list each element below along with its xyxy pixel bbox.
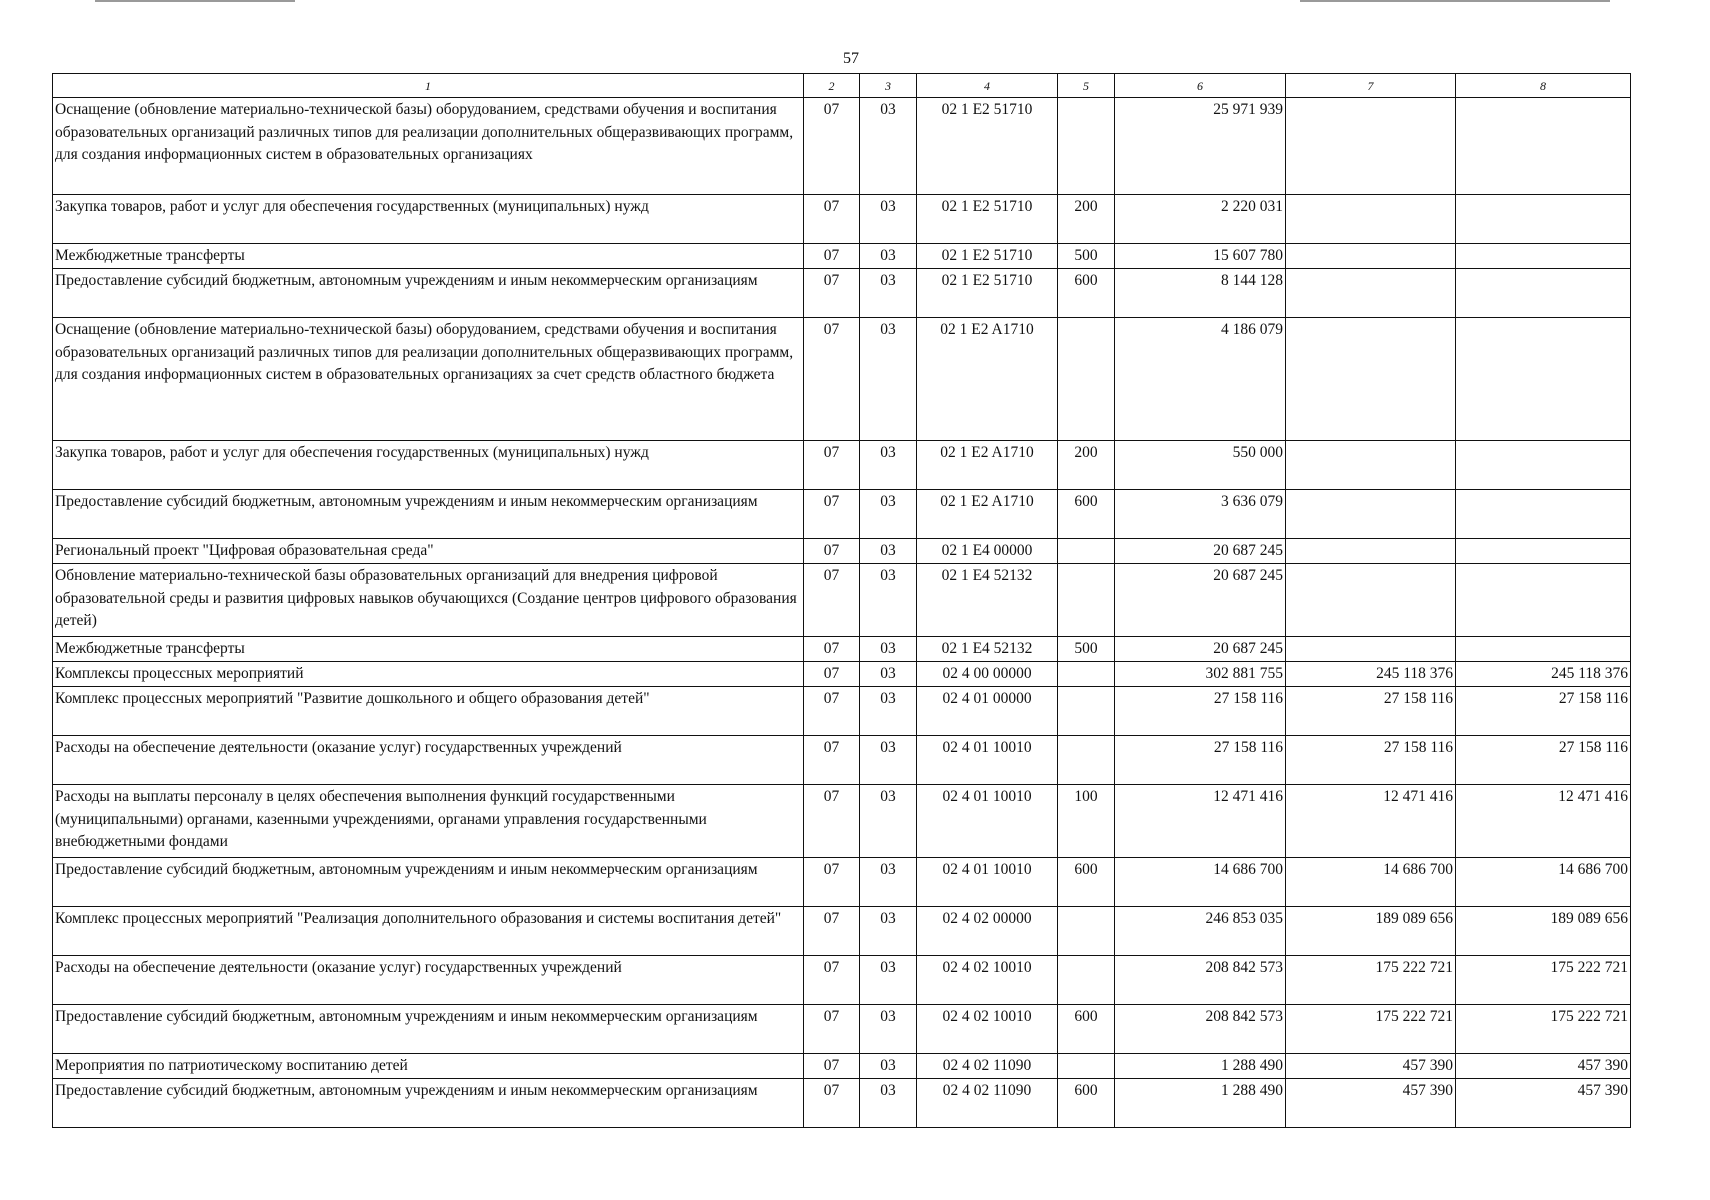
row-amount-year-1: 1 288 490	[1115, 1054, 1286, 1079]
row-subsection: 03	[860, 98, 917, 195]
row-expense-type: 200	[1058, 441, 1115, 490]
row-subsection: 03	[860, 637, 917, 662]
row-amount-year-1: 20 687 245	[1115, 539, 1286, 564]
row-name: Предоставление субсидий бюджетным, автономным учреждениям и иным некоммерческим организациям	[53, 1005, 804, 1054]
table-row	[53, 637, 1631, 662]
row-amount-year-2: 189 089 656	[1286, 907, 1456, 956]
row-amount-year-1: 3 636 079	[1115, 490, 1286, 539]
row-amount-year-2	[1286, 539, 1456, 564]
row-target-code: 02 1 E2 51710	[917, 195, 1058, 244]
row-amount-year-2	[1286, 195, 1456, 244]
row-subsection: 03	[860, 1005, 917, 1054]
row-subsection: 03	[860, 956, 917, 1005]
row-expense-type: 600	[1058, 269, 1115, 318]
row-amount-year-2: 175 222 721	[1286, 1005, 1456, 1054]
row-subsection: 03	[860, 441, 917, 490]
row-amount-year-2: 27 158 116	[1286, 736, 1456, 785]
row-amount-year-2: 27 158 116	[1286, 687, 1456, 736]
row-amount-year-1: 1 288 490	[1115, 1079, 1286, 1128]
row-section: 07	[804, 1079, 860, 1128]
table-row	[53, 907, 1631, 956]
row-expense-type	[1058, 98, 1115, 195]
header-col-3: 3	[860, 74, 917, 98]
row-target-code: 02 1 E2 A1710	[917, 441, 1058, 490]
row-name: Закупка товаров, работ и услуг для обеспечения государственных (муниципальных) нужд	[53, 441, 804, 490]
row-amount-year-1: 14 686 700	[1115, 858, 1286, 907]
row-amount-year-3: 14 686 700	[1456, 858, 1631, 907]
table-row	[53, 858, 1631, 907]
row-target-code: 02 4 02 11090	[917, 1079, 1058, 1128]
row-amount-year-1: 20 687 245	[1115, 564, 1286, 637]
row-amount-year-1: 15 607 780	[1115, 244, 1286, 269]
row-name: Расходы на обеспечение деятельности (оказание услуг) государственных учреждений	[53, 956, 804, 1005]
row-expense-type	[1058, 907, 1115, 956]
row-section: 07	[804, 1005, 860, 1054]
table-row	[53, 1079, 1631, 1128]
row-name: Предоставление субсидий бюджетным, автономным учреждениям и иным некоммерческим организациям	[53, 858, 804, 907]
row-section: 07	[804, 662, 860, 687]
row-amount-year-1: 550 000	[1115, 441, 1286, 490]
row-name: Предоставление субсидий бюджетным, автономным учреждениям и иным некоммерческим организациям	[53, 490, 804, 539]
row-subsection: 03	[860, 662, 917, 687]
row-amount-year-3	[1456, 244, 1631, 269]
row-subsection: 03	[860, 858, 917, 907]
table-row	[53, 1005, 1631, 1054]
table-header-row	[53, 74, 1631, 98]
row-amount-year-1: 25 971 939	[1115, 98, 1286, 195]
row-expense-type	[1058, 662, 1115, 687]
row-section: 07	[804, 244, 860, 269]
row-section: 07	[804, 490, 860, 539]
row-target-code: 02 4 00 00000	[917, 662, 1058, 687]
row-target-code: 02 4 02 00000	[917, 907, 1058, 956]
row-amount-year-2	[1286, 490, 1456, 539]
row-name: Региональный проект "Цифровая образовательная среда"	[53, 539, 804, 564]
header-col-5: 5	[1058, 74, 1115, 98]
table-row	[53, 662, 1631, 687]
row-expense-type	[1058, 1054, 1115, 1079]
row-expense-type	[1058, 956, 1115, 1005]
row-subsection: 03	[860, 244, 917, 269]
header-col-7: 7	[1286, 74, 1456, 98]
row-amount-year-1: 208 842 573	[1115, 1005, 1286, 1054]
row-target-code: 02 4 01 10010	[917, 785, 1058, 858]
page-number: 57	[843, 50, 859, 67]
row-section: 07	[804, 98, 860, 195]
row-amount-year-3: 27 158 116	[1456, 687, 1631, 736]
row-target-code: 02 4 01 10010	[917, 858, 1058, 907]
row-expense-type: 600	[1058, 1005, 1115, 1054]
row-amount-year-3	[1456, 539, 1631, 564]
row-amount-year-2: 457 390	[1286, 1054, 1456, 1079]
table-row	[53, 490, 1631, 539]
row-subsection: 03	[860, 269, 917, 318]
row-subsection: 03	[860, 195, 917, 244]
row-name: Закупка товаров, работ и услуг для обеспечения государственных (муниципальных) нужд	[53, 195, 804, 244]
row-section: 07	[804, 539, 860, 564]
row-target-code: 02 4 01 10010	[917, 736, 1058, 785]
row-target-code: 02 1 E4 52132	[917, 637, 1058, 662]
row-expense-type	[1058, 564, 1115, 637]
row-target-code: 02 4 02 11090	[917, 1054, 1058, 1079]
row-name: Комплекс процессных мероприятий "Развитие дошкольного и общего образования детей"	[53, 687, 804, 736]
row-expense-type	[1058, 539, 1115, 564]
scan-artifact-right	[1300, 0, 1610, 2]
table-row	[53, 564, 1631, 637]
row-name: Оснащение (обновление материально-технической базы) оборудованием, средствами обучения и воспитания образовательных организаций различных типов для реализации дополнительных общеразвивающих программ, для создания информационных систем в образовательных организациях за счет средств областного бюджета	[53, 318, 804, 441]
row-expense-type	[1058, 687, 1115, 736]
row-amount-year-1: 2 220 031	[1115, 195, 1286, 244]
row-target-code: 02 1 E4 00000	[917, 539, 1058, 564]
row-amount-year-2	[1286, 637, 1456, 662]
row-target-code: 02 1 E2 51710	[917, 98, 1058, 195]
row-name: Межбюджетные трансферты	[53, 244, 804, 269]
header-col-8: 8	[1456, 74, 1631, 98]
row-section: 07	[804, 785, 860, 858]
row-section: 07	[804, 195, 860, 244]
header-col-2: 2	[804, 74, 860, 98]
row-amount-year-3: 27 158 116	[1456, 736, 1631, 785]
row-subsection: 03	[860, 564, 917, 637]
row-section: 07	[804, 907, 860, 956]
row-amount-year-3: 175 222 721	[1456, 956, 1631, 1005]
row-target-code: 02 1 E2 A1710	[917, 490, 1058, 539]
header-col-6: 6	[1115, 74, 1286, 98]
header-col-1: 1	[53, 74, 804, 98]
row-subsection: 03	[860, 1054, 917, 1079]
row-amount-year-3: 457 390	[1456, 1054, 1631, 1079]
row-target-code: 02 4 01 00000	[917, 687, 1058, 736]
table-row	[53, 785, 1631, 858]
row-subsection: 03	[860, 785, 917, 858]
row-target-code: 02 4 02 10010	[917, 1005, 1058, 1054]
row-amount-year-2: 457 390	[1286, 1079, 1456, 1128]
row-amount-year-2: 14 686 700	[1286, 858, 1456, 907]
row-section: 07	[804, 956, 860, 1005]
row-subsection: 03	[860, 907, 917, 956]
table-row	[53, 98, 1631, 195]
row-section: 07	[804, 736, 860, 785]
row-name: Обновление материально-технической базы образовательных организаций для внедрения цифровой образовательной среды и развития цифровых навыков обучающихся (Создание центров цифрового образования детей)	[53, 564, 804, 637]
row-amount-year-1: 208 842 573	[1115, 956, 1286, 1005]
row-amount-year-2: 245 118 376	[1286, 662, 1456, 687]
scan-artifact-left	[95, 0, 295, 2]
row-target-code: 02 4 02 10010	[917, 956, 1058, 1005]
row-section: 07	[804, 1054, 860, 1079]
row-section: 07	[804, 269, 860, 318]
row-amount-year-2	[1286, 441, 1456, 490]
row-target-code: 02 1 E4 52132	[917, 564, 1058, 637]
row-amount-year-3	[1456, 98, 1631, 195]
table-row	[53, 736, 1631, 785]
table-row	[53, 441, 1631, 490]
table-row	[53, 269, 1631, 318]
row-expense-type: 100	[1058, 785, 1115, 858]
row-expense-type: 500	[1058, 244, 1115, 269]
row-amount-year-2	[1286, 269, 1456, 318]
row-name: Комплексы процессных мероприятий	[53, 662, 804, 687]
table-row	[53, 687, 1631, 736]
row-amount-year-3: 12 471 416	[1456, 785, 1631, 858]
row-subsection: 03	[860, 539, 917, 564]
row-name: Межбюджетные трансферты	[53, 637, 804, 662]
table-row	[53, 318, 1631, 441]
row-name: Комплекс процессных мероприятий "Реализация дополнительного образования и системы воспитания детей"	[53, 907, 804, 956]
budget-table	[52, 73, 1631, 1128]
table-row	[53, 956, 1631, 1005]
row-amount-year-2: 175 222 721	[1286, 956, 1456, 1005]
row-name: Расходы на обеспечение деятельности (оказание услуг) государственных учреждений	[53, 736, 804, 785]
row-name: Предоставление субсидий бюджетным, автономным учреждениям и иным некоммерческим организациям	[53, 1079, 804, 1128]
row-section: 07	[804, 318, 860, 441]
row-amount-year-1: 8 144 128	[1115, 269, 1286, 318]
row-amount-year-2	[1286, 98, 1456, 195]
row-amount-year-3	[1456, 637, 1631, 662]
table-row	[53, 244, 1631, 269]
row-amount-year-3: 457 390	[1456, 1079, 1631, 1128]
row-amount-year-2	[1286, 564, 1456, 637]
row-target-code: 02 1 E2 A1710	[917, 318, 1058, 441]
row-amount-year-3	[1456, 318, 1631, 441]
row-amount-year-3: 175 222 721	[1456, 1005, 1631, 1054]
row-amount-year-3: 189 089 656	[1456, 907, 1631, 956]
row-expense-type: 500	[1058, 637, 1115, 662]
row-target-code: 02 1 E2 51710	[917, 269, 1058, 318]
row-amount-year-2: 12 471 416	[1286, 785, 1456, 858]
row-section: 07	[804, 858, 860, 907]
row-target-code: 02 1 E2 51710	[917, 244, 1058, 269]
row-expense-type	[1058, 318, 1115, 441]
row-subsection: 03	[860, 490, 917, 539]
row-amount-year-3: 245 118 376	[1456, 662, 1631, 687]
row-section: 07	[804, 441, 860, 490]
row-amount-year-3	[1456, 564, 1631, 637]
row-subsection: 03	[860, 318, 917, 441]
row-amount-year-1: 302 881 755	[1115, 662, 1286, 687]
row-expense-type	[1058, 736, 1115, 785]
row-subsection: 03	[860, 1079, 917, 1128]
table-row	[53, 539, 1631, 564]
row-amount-year-2	[1286, 244, 1456, 269]
row-subsection: 03	[860, 687, 917, 736]
row-amount-year-3	[1456, 441, 1631, 490]
table-row	[53, 195, 1631, 244]
row-amount-year-1: 4 186 079	[1115, 318, 1286, 441]
row-subsection: 03	[860, 736, 917, 785]
header-col-4: 4	[917, 74, 1058, 98]
row-expense-type: 600	[1058, 490, 1115, 539]
row-section: 07	[804, 637, 860, 662]
row-section: 07	[804, 687, 860, 736]
row-amount-year-3	[1456, 195, 1631, 244]
row-expense-type: 600	[1058, 1079, 1115, 1128]
row-expense-type: 600	[1058, 858, 1115, 907]
table-row	[53, 1054, 1631, 1079]
row-section: 07	[804, 564, 860, 637]
row-amount-year-1: 12 471 416	[1115, 785, 1286, 858]
row-amount-year-1: 27 158 116	[1115, 736, 1286, 785]
row-amount-year-1: 20 687 245	[1115, 637, 1286, 662]
row-name: Оснащение (обновление материально-технической базы) оборудованием, средствами обучения и воспитания образовательных организаций различных типов для реализации дополнительных общеразвивающих программ, для создания информационных систем в образовательных организациях	[53, 98, 804, 195]
row-expense-type: 200	[1058, 195, 1115, 244]
row-name: Мероприятия по патриотическому воспитанию детей	[53, 1054, 804, 1079]
row-amount-year-1: 27 158 116	[1115, 687, 1286, 736]
row-amount-year-3	[1456, 269, 1631, 318]
row-name: Расходы на выплаты персоналу в целях обеспечения выполнения функций государственными (муниципальными) органами, казенными учреждениями, органами управления государственными внебюджетными фондами	[53, 785, 804, 858]
row-name: Предоставление субсидий бюджетным, автономным учреждениям и иным некоммерческим организациям	[53, 269, 804, 318]
row-amount-year-3	[1456, 490, 1631, 539]
row-amount-year-1: 246 853 035	[1115, 907, 1286, 956]
row-amount-year-2	[1286, 318, 1456, 441]
